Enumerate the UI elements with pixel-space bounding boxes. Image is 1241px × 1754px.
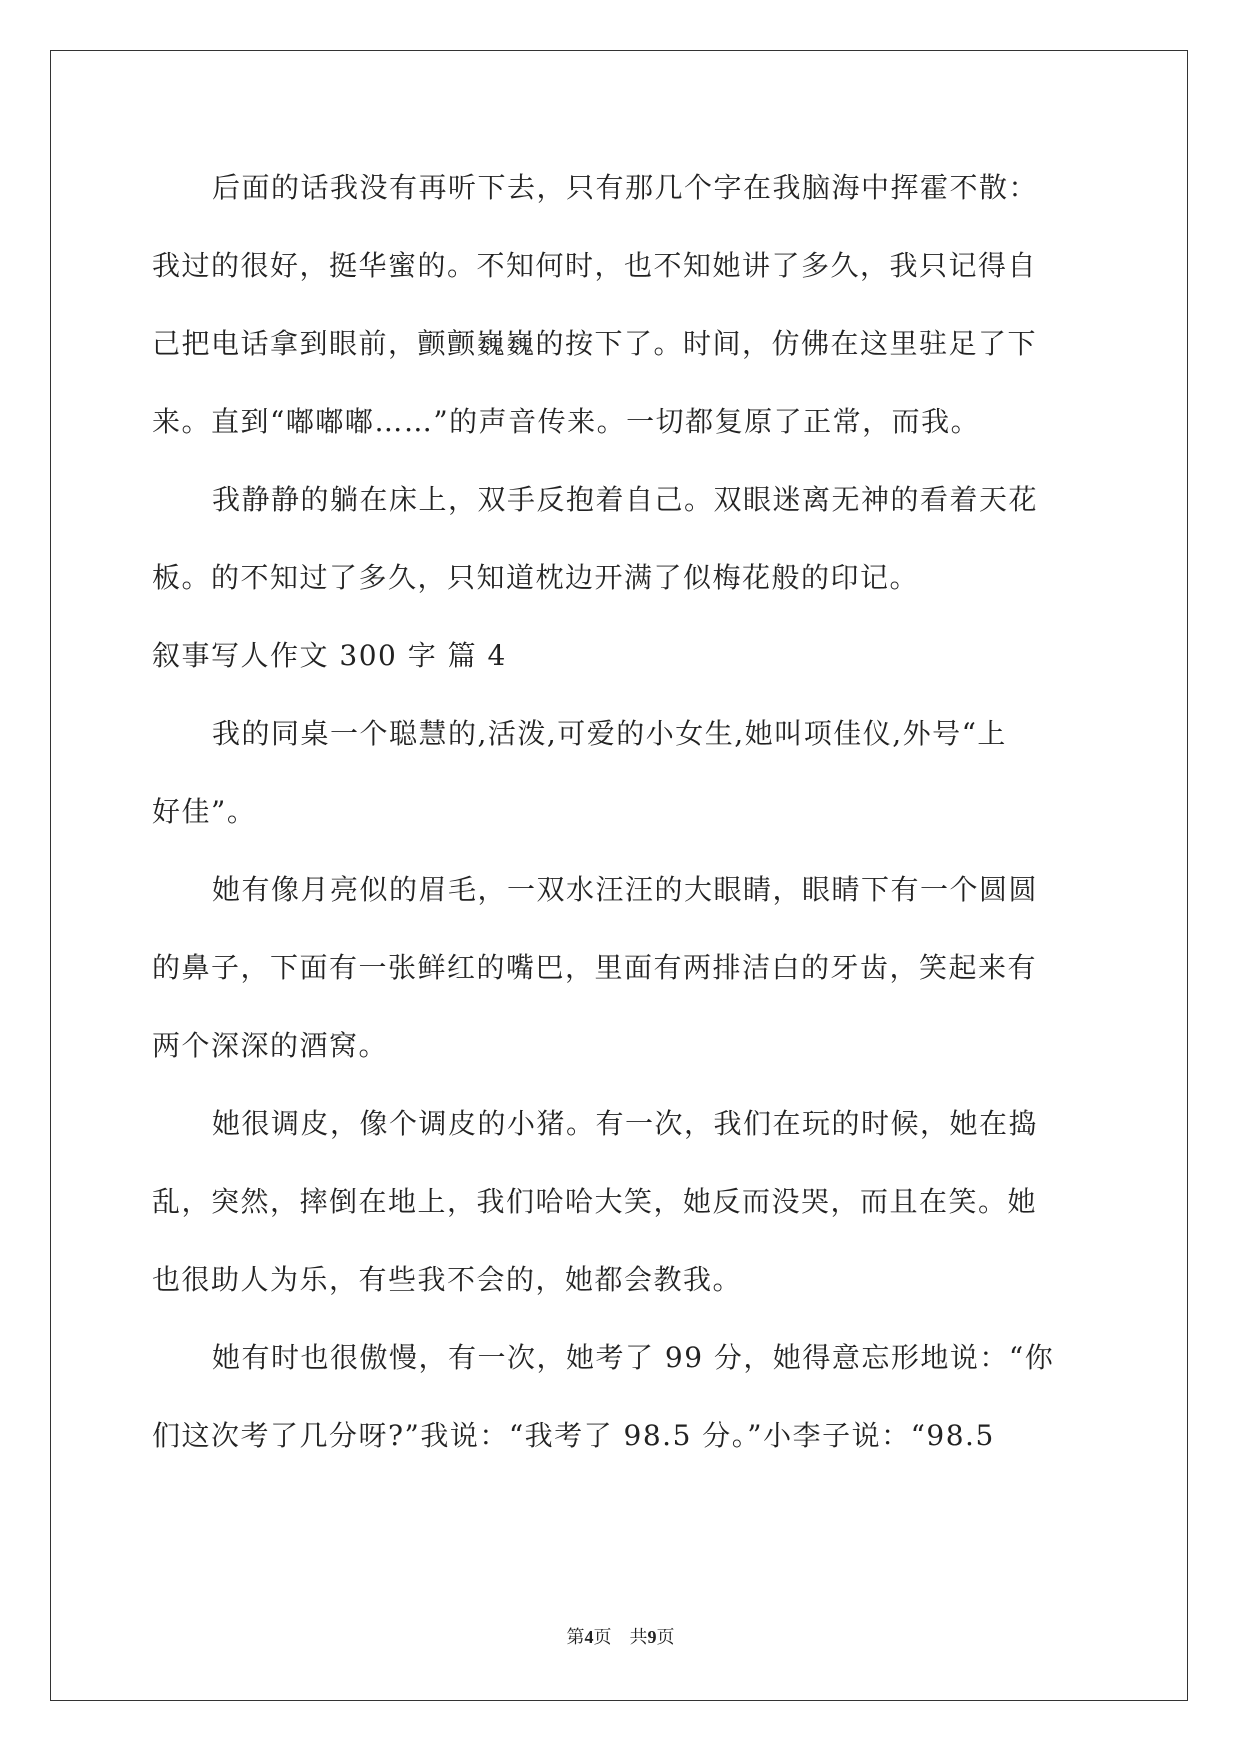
footer-suffix: 页 bbox=[656, 1627, 675, 1648]
paragraph-line: 们这次考了几分呀?”我说：“我考了 98.5 分。”小李子说：“98.5 bbox=[152, 1419, 995, 1452]
total-page-count: 9 bbox=[647, 1627, 657, 1647]
paragraph-line: 我的同桌一个聪慧的,活泼,可爱的小女生,她叫项佳仪,外号“上 bbox=[212, 717, 1007, 750]
paragraph-line: 也很助人为乐，有些我不会的，她都会教我。 bbox=[152, 1263, 743, 1296]
paragraph-line: 己把电话拿到眼前，颤颤巍巍的按下了。时间，仿佛在这里驻足了下 bbox=[152, 327, 1038, 360]
paragraph-line: 她很调皮，像个调皮的小猪。有一次，我们在玩的时候，她在捣 bbox=[212, 1107, 1039, 1140]
section-heading: 叙事写人作文 300 字 篇 4 bbox=[152, 639, 507, 672]
paragraph-line: 我静静的躺在床上，双手反抱着自己。双眼迷离无神的看着天花 bbox=[212, 483, 1039, 516]
paragraph-line: 她有时也很傲慢，有一次，她考了 99 分，她得意忘形地说：“你 bbox=[212, 1341, 1055, 1374]
paragraph-line: 来。直到“嘟嘟嘟……”的声音传来。一切都复原了正常，而我。 bbox=[152, 405, 981, 438]
paragraph-line: 好佳”。 bbox=[152, 795, 257, 828]
paragraph-line: 我过的很好，挺华蜜的。不知何时，也不知她讲了多久，我只记得自 bbox=[152, 249, 1038, 282]
paragraph-line: 她有像月亮似的眉毛，一双水汪汪的大眼睛，眼睛下有一个圆圆 bbox=[212, 873, 1039, 906]
page-footer bbox=[0, 1623, 1241, 1649]
paragraph-line: 乱，突然，摔倒在地上，我们哈哈大笑，她反而没哭，而且在笑。她 bbox=[152, 1185, 1038, 1218]
footer-prefix: 第 bbox=[566, 1627, 585, 1648]
current-page-number: 4 bbox=[584, 1627, 594, 1647]
paragraph-line: 板。的不知过了多久，只知道枕边开满了似梅花般的印记。 bbox=[152, 561, 920, 594]
paragraph-line: 的鼻子，下面有一张鲜红的嘴巴，里面有两排洁白的牙齿，笑起来有 bbox=[152, 951, 1038, 984]
paragraph-line: 两个深深的酒窝。 bbox=[152, 1029, 389, 1062]
footer-mid: 页 共 bbox=[593, 1627, 648, 1648]
paragraph-line: 后面的话我没有再听下去，只有那几个字在我脑海中挥霍不散： bbox=[212, 171, 1039, 204]
